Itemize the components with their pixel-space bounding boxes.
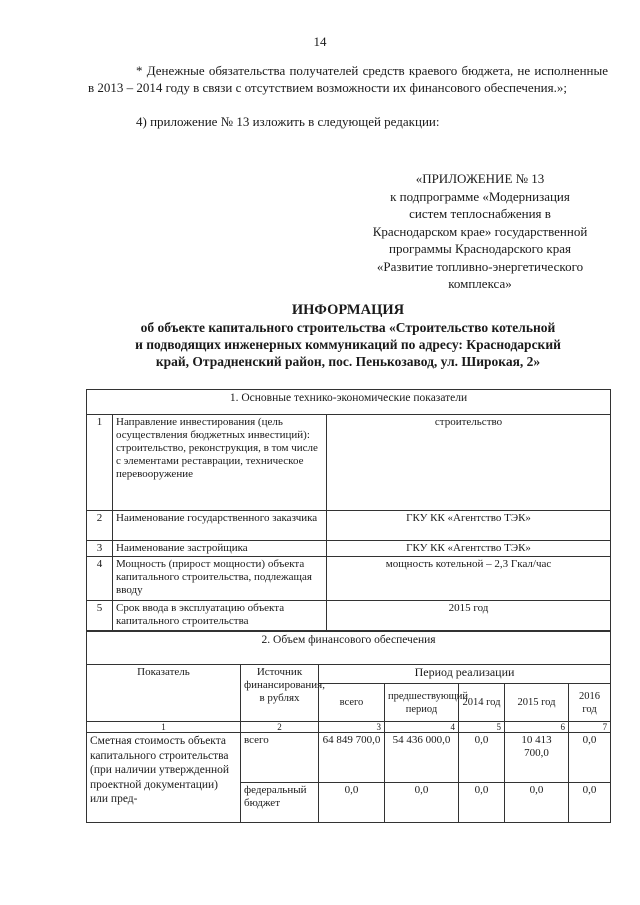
row-value: мощность котельной – 2,3 Гкал/час <box>327 557 611 601</box>
row-label: Сметная стоимость объекта капитального строительства (при наличии утвержденной проектной документации) или пред- <box>87 733 241 823</box>
header-2015: 2015 год <box>505 684 569 722</box>
title-line: и подводящих инженерных коммуникаций по адресу: Краснодарский <box>135 337 561 352</box>
row-label: Направление инвестирования (цель осуществления бюджетных инвестиций): строительство, реконструкция, в том числе с элементами реставрации, техническое перевооружение <box>113 415 327 511</box>
row-label: Срок ввода в эксплуатацию объекта капитального строительства <box>113 601 327 631</box>
header-source: Источник финансирования, в рублях <box>241 665 319 722</box>
appendix-line: систем теплоснабжения в <box>409 206 551 221</box>
column-index: 5 <box>459 722 505 733</box>
row-value: 2015 год <box>327 601 611 631</box>
value-cell: 64 849 700,0 <box>319 733 385 783</box>
row-label: Наименование застройщика <box>113 541 327 557</box>
title-line: об объекте капитального строительства «Строительство котельной <box>140 320 556 335</box>
section1-title: 1. Основные технико-экономические показатели <box>87 390 611 415</box>
column-index: 2 <box>241 722 319 733</box>
value-cell: 0,0 <box>569 733 611 783</box>
title-heading: ИНФОРМАЦИЯ <box>291 302 405 318</box>
header-2014: 2014 год <box>459 684 505 722</box>
financing-table <box>86 631 611 823</box>
row-number: 5 <box>87 601 113 631</box>
value-cell: 0,0 <box>505 783 569 823</box>
section2-title: 2. Объем финансового обеспечения <box>87 632 611 665</box>
header-total: всего <box>319 684 385 722</box>
value-cell: 0,0 <box>385 783 459 823</box>
value-cell: 54 436 000,0 <box>385 733 459 783</box>
value-cell: 0,0 <box>459 783 505 823</box>
row-label: Мощность (прирост мощности) объекта капитального строительства, подлежащая вводу <box>113 557 327 601</box>
row-value: ГКУ КК «Агентство ТЭК» <box>327 511 611 541</box>
row-number: 3 <box>87 541 113 557</box>
row-value: ГКУ КК «Агентство ТЭК» <box>327 541 611 557</box>
source-cell: федеральный бюджет <box>241 783 319 823</box>
footnote-paragraph: * Денежные обязательства получателей средств краевого бюджета, не исполненные в 2013 – 2014 году в связи с отсутствием возможности их финансового обеспечения.»; <box>88 63 608 95</box>
indicators-table <box>86 389 611 631</box>
header-period: Период реализации <box>319 665 611 684</box>
column-index: 1 <box>87 722 241 733</box>
appendix-header <box>350 170 610 293</box>
column-index: 6 <box>505 722 569 733</box>
appendix-line: Краснодарском крае» государственной <box>372 223 588 239</box>
value-cell: 0,0 <box>459 733 505 783</box>
row-number: 2 <box>87 511 113 541</box>
appendix-line: комплекса» <box>448 276 512 291</box>
source-cell: всего <box>241 733 319 783</box>
column-index: 4 <box>385 722 459 733</box>
header-previous: предшествующий период <box>385 684 459 722</box>
value-cell: 10 413 700,0 <box>505 733 569 783</box>
appendix-line: программы Краснодарского края <box>389 241 571 256</box>
row-label: Наименование государственного заказчика <box>113 511 327 541</box>
value-cell: 0,0 <box>319 783 385 823</box>
header-indicator: Показатель <box>87 665 241 722</box>
title-line: край, Отрадненский район, пос. Пенькозавод, ул. Широкая, 2» <box>155 354 541 369</box>
appendix-line: «ПРИЛОЖЕНИЕ № 13 <box>415 171 545 186</box>
value-cell: 0,0 <box>569 783 611 823</box>
appendix-line: к подпрограмме «Модернизация <box>390 188 570 204</box>
page-number: 14 <box>313 34 327 49</box>
header-2016: 2016 год <box>569 684 611 722</box>
row-number: 4 <box>87 557 113 601</box>
row-value: строительство <box>327 415 611 511</box>
amendment-paragraph: 4) приложение № 13 изложить в следующей редакции: <box>136 114 440 129</box>
column-index: 7 <box>569 722 611 733</box>
column-index: 3 <box>319 722 385 733</box>
row-number: 1 <box>87 415 113 511</box>
appendix-line: «Развитие топливно-энергетического <box>376 258 584 274</box>
document-title <box>88 302 608 370</box>
